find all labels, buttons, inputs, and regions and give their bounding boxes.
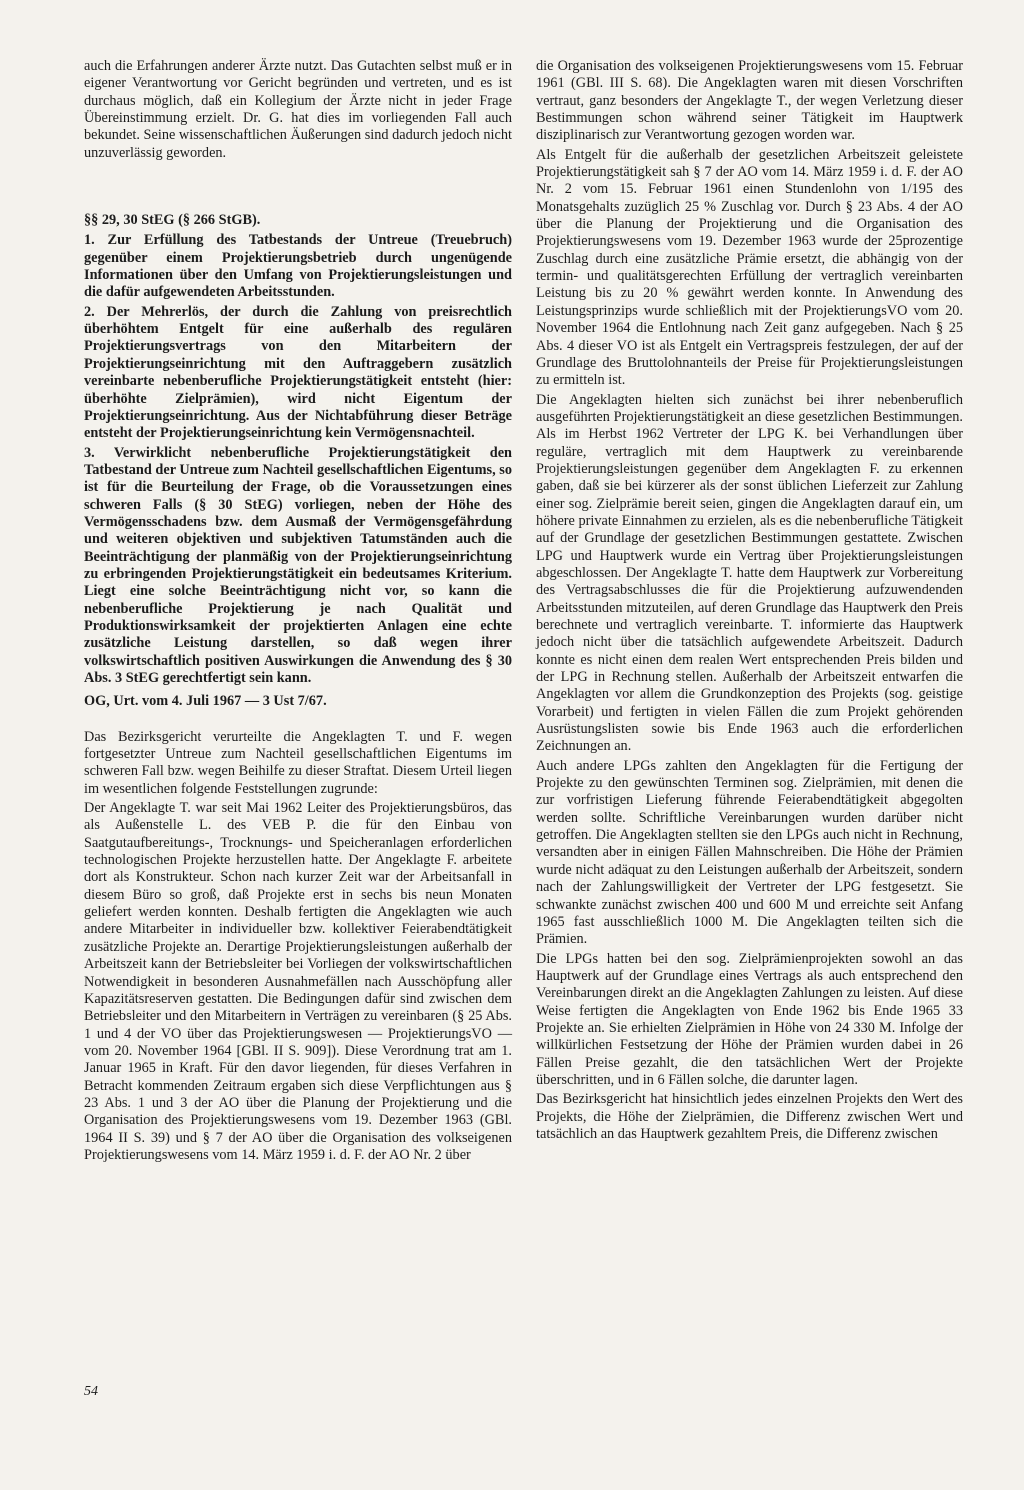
- body-paragraph: Der Angeklagte T. war seit Mai 1962 Leiter des Projektierungsbüros, das als Außenstelle L. des VEB P. die für den Einbau von Saatgutaufbereitungs-, Trocknungs- und Speicheranlagen erforderlichen technologischen Projekte herzustellen hatte. Der Angeklagte F. arbeitete dort als Konstrukteur. Schon nach kurzer Zeit war der Arbeitsanfall in diesem Büro so groß, daß Projekte erst in sechs bis neun Monaten geliefert werden konnten. Deshalb fertigten die Angeklagten wie auch andere Mitarbeiter in individueller bzw. kollektiver Feierabendtätigkeit zusätzliche Projekte an. Derartige Projektierungsleistungen außerhalb der Arbeitszeit kann der Betriebsleiter bei Vorliegen der volkswirtschaftlichen Notwendigkeit in besonderen Ausnahmefällen nach Ausschöpfung aller Kapazitätsreserven gestatten. Die Bedingungen dafür sind zwischen dem Betriebsleiter und den Mitarbeitern in Verträgen zu vereinbaren (§ 25 Abs. 1 und 4 der VO über das Projektierungswesen — ProjektierungsVO — vom 20. November 1964 [GBl. II S. 909]). Diese Verordnung trat am 1. Januar 1965 in Kraft. Für den davor liegenden, für dieses Verfahren in Betracht kommenden Zeitraum ergaben sich diese Verpflichtungen aus § 23 Abs. 1 und 3 der AO über die Planung der Projektierung und die Organisation des Projektierungswesens vom 19. Dezember 1963 (GBl. 1964 II S. 39) und § 7 der AO über die Organisation des volkseigenen Projektierungswesens vom 14. März 1959 i. d. F. der AO Nr. 2 über: [84, 800, 512, 1163]
- headnote-3: 3. Verwirklicht nebenberufliche Projektierungstätigkeit den Tatbestand der Untreue zum Nachteil gesellschaftlichen Eigentums, so ist für die Beurteilung der Frage, ob die Voraussetzungen eines schweren Falls (§ 30 StEG) vorliegen, neben der Höhe des Vermögensschadens bzw. dem Ausmaß der Vermögensgefährdung und weiteren objektiven und subjektiven Tatumständen auch die Beeinträchtigung der planmäßig von der Projektierungseinrichtung zu erbringenden Projektierungstätigkeit ein bedeutsames Kriterium. Liegt eine solche Beeinträchtigung nicht vor, so kann die nebenberufliche Projektierung je nach Qualität und Produktionswirksamkeit der projektierten Anlagen eine echte zusätzliche Leistung darstellen, so daß wegen ihrer volkswirtschaftlich positiven Auswirkungen die Anwendung des § 30 Abs. 3 StEG gerechtfertigt sein kann.: [84, 444, 512, 686]
- court-citation: OG, Urt. vom 4. Juli 1967 — 3 Ust 7/67.: [84, 693, 327, 710]
- intro-paragraph: auch die Erfahrungen anderer Ärzte nutzt. Das Gutachten selbst muß er in eigener Verantwortung vor Gericht begründen und vertreten, und es ist durchaus möglich, daß ein Kollegium der Ärzte nicht in jeder Frage Übereinstimmung erzielt. Dr. G. hat dies im vorliegenden Fall auch bekundet. Seine wissenschaftlichen Äußerungen sind dadurch jedoch nicht unzuverlässig geworden.: [84, 58, 512, 161]
- page-number: 54: [84, 1384, 98, 1399]
- left-column: [84, 58, 512, 1164]
- body-paragraph: Als Entgelt für die außerhalb der gesetzlichen Arbeitszeit geleistete Projektierungstätigkeit sah § 7 der AO vom 14. März 1959 i. d. F. der AO Nr. 2 vom 15. Februar 1961 einen Stundenlohn von 1/195 des Monatsgehalts zuzüglich 25 % Zuschlag vor. Durch § 23 Abs. 4 der AO über die Planung der Projektierung und die Organisation des Projektierungswesens vom 19. Dezember 1963 wurde der 25prozentige Zuschlag durch eine zusätzliche Prämie ersetzt, die abhängig von der termin- und qualitätsgerechten Erfüllung der vertraglich vereinbarten Leistung bis zu 20 % gewährt werden konnte. In Anwendung des Leistungsprinzips wurde schließlich mit der ProjektierungsVO vom 20. November 1964 die Entlohnung nach Zeit ganz aufgegeben. Nach § 25 Abs. 4 dieser VO ist als Entgelt ein Vertragspreis festzulegen, der auf der Grundlage des Bruttolohnanteils der Preise für Projektierungsleistungen zu ermitteln ist.: [536, 146, 963, 389]
- body-paragraph: Auch andere LPGs zahlten den Angeklagten für die Fertigung der Projekte zu den gewünschten Terminen sog. Zielprämien, mit denen die zur vorfristigen Lieferung führende Feierabendtätigkeit abgegolten werden sollte. Schriftliche Vereinbarungen wurden darüber nicht getroffen. Die Angeklagten stellten sie den LPGs auch nicht in Rechnung, versandten aber in einigen Fällen Mahnschreiben. Die Höhe der Prämien wurde nicht adäquat zu den Leistungen außerhalb der Arbeitszeit, sondern nach der Zahlungswilligkeit der Vertreter der LPG festgesetzt. Sie schwankte zunächst zwischen 400 und 600 M und erreichte seit Anfang 1965 fast ausschließlich 1000 M. Die Angeklagten teilten sich die Prämien.: [536, 757, 963, 948]
- body-paragraph: die Organisation des volkseigenen Projektierungswesens vom 15. Februar 1961 (GBl. III S. 68). Die Angeklagten waren mit diesen Vorschriften vertraut, ganz besonders der Angeklagte T., der wegen Verletzung dieser Bestimmungen schon während seiner Tätigkeit im Hauptwerk disziplinarisch zur Verantwortung gezogen worden war.: [536, 58, 963, 144]
- headnotes: [84, 232, 512, 687]
- right-column: [536, 58, 963, 1143]
- headnote-1: 1. Zur Erfüllung des Tatbestands der Untreue (Treuebruch) gegenüber einem Projektierungsbetrieb durch ungenügende Informationen über den Umfang von Projektierungsleistungen und die dafür aufgewendeten Arbeitsstunden.: [84, 232, 512, 301]
- body-paragraph: Das Bezirksgericht verurteilte die Angeklagten T. und F. wegen fortgesetzter Untreue zum Nachteil gesellschaftlichen Eigentums im schweren Fall bzw. wegen Beihilfe zu dieser Straftat. Diesem Urteil liegen im wesentlichen folgende Feststellungen zugrunde:: [84, 728, 512, 797]
- section-heading: §§ 29, 30 StEG (§ 266 StGB).: [84, 212, 261, 229]
- headnote-2: 2. Der Mehrerlös, der durch die Zahlung von preisrechtlich überhöhtem Entgelt für eine außerhalb des regulären Projektierungsvertrags von den Mitarbeitern der Projektierungseinrichtung mit den Auftraggebern zusätzlich vereinbarte nebenberufliche Projektierungstätigkeit entsteht (hier: überhöhte Zielprämien), wird nicht Eigentum der Projektierungseinrichtung. Aus der Nichtabführung dieser Beträge entsteht der Projektierungseinrichtung kein Vermögensnachteil.: [84, 303, 512, 442]
- body-paragraph: Die LPGs hatten bei den sog. Zielprämienprojekten sowohl an das Hauptwerk auf der Grundlage eines Vertrags als auch entsprechend den Vereinbarungen direkt an die Angeklagten Zahlungen zu leisten. Auf diese Weise fertigten die Angeklagten von Ende 1962 bis Ende 1965 33 Projekte an. Sie erhielten Zielprämien in Höhe von 24 330 M. Infolge der willkürlichen Festsetzung der Höhe der Prämien wurden dabei in 26 Fällen Preise gezahlt, die den tatsächlichen Wert der Projekte überschritten, und in 6 Fällen solche, die darunter lagen.: [536, 950, 963, 1088]
- body-paragraph: Die Angeklagten hielten sich zunächst bei ihrer nebenberuflich ausgeführten Projektierungstätigkeit an diese gesetzlichen Bestimmungen. Als im Herbst 1962 Vertreter der LPG K. bei Verhandlungen über reguläre, vertraglich mit dem Hauptwerk zu vereinbarende Projektierungsleistungen gegenüber dem Angeklagten F. zu erkennen gaben, daß sie bei kürzerer als der sonst üblichen Lieferzeit zur Zahlung einer sog. Zielprämie bereit seien, gingen die Angeklagten darauf ein, um höhere private Einnahmen zu erzielen, als es die nebenberufliche Tätigkeit auf der Grundlage der gesetzlichen Bestimmungen gestattete. Zwischen LPG und Hauptwerk wurde ein Vertrag über Projektierungsleistungen abgeschlossen. Der Angeklagte T. hatte dem Hauptwerk zur Vorbereitung des Vertragsabschlusses die für die Projektierung aufzuwendenden Arbeitsstunden mitzuteilen, auf deren Grundlage das Hauptwerk den Preis berechnete und vertraglich vereinbarte. T. informierte das Hauptwerk jedoch nicht über die tatsächlich aufgewendete Arbeitszeit. Dadurch konnte es nicht einen dem realen Wert entsprechenden Preis bilden und der LPG in Rechnung stellen. Außerhalb der Arbeitszeit entwarfen die Angeklagten vor allem die Grundkonzeption des Projekts (sog. geistige Vorarbeit) und fertigten in vielen Fällen die zum Projekt gehörenden Ausrüstungslisten sowie bis Ende 1963 auch die erforderlichen Zeichnungen an.: [536, 391, 963, 755]
- body-paragraph: Das Bezirksgericht hat hinsichtlich jedes einzelnen Projekts den Wert des Projekts, die Höhe der Zielprämien, die Differenz zwischen Wert und tatsächlich an das Hauptwerk gezahltem Preis, die Differenz zwischen: [536, 1091, 963, 1142]
